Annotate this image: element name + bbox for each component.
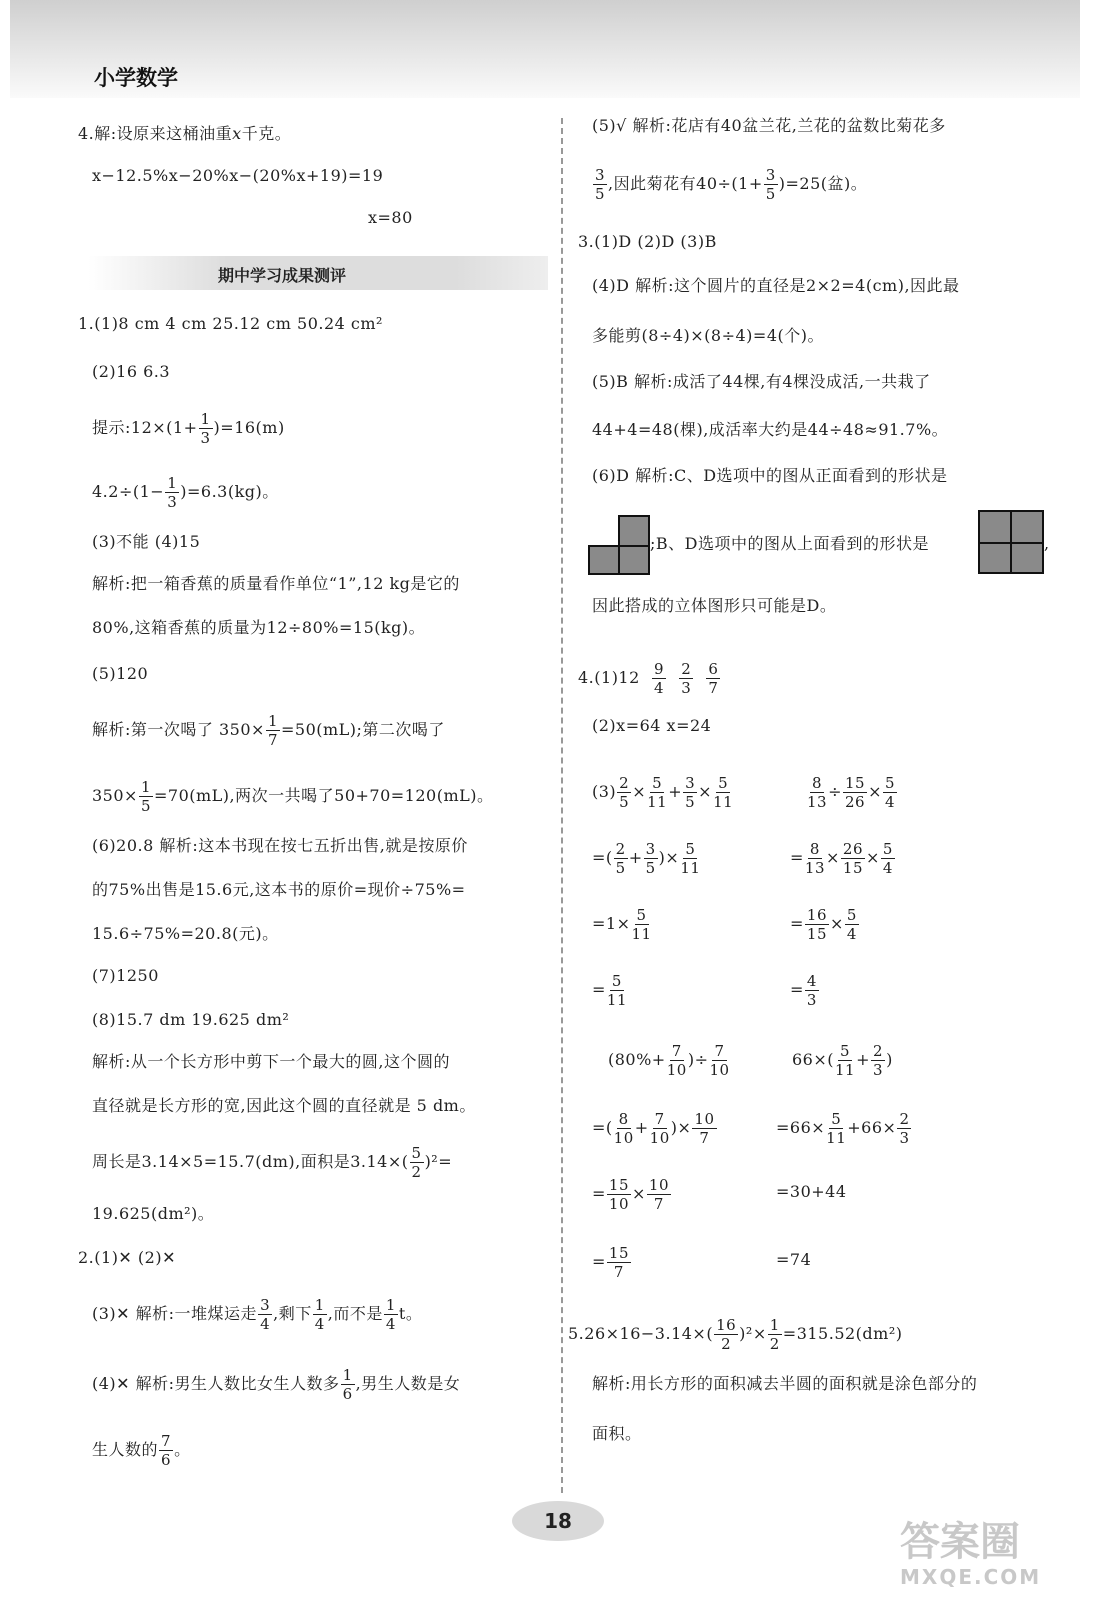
- top-view-block: [978, 542, 1012, 574]
- fraction: $\frac{3}{5}$: [765, 166, 776, 203]
- calc-d2: =66× $\frac{5}{11}$ +66× $\frac{2}{3}$: [776, 1110, 910, 1147]
- ans-1-1: 1.(1)8 cm 4 cm 25.12 cm 50.24 cm²: [78, 314, 383, 333]
- ans-2-4: (4)✕ 解析:男生人数比女生人数多 $\frac{1}{6}$ ,男生人数是女: [92, 1366, 461, 1403]
- calc-d1: 66×( $\frac{5}{11}$ + $\frac{2}{3}$ ): [792, 1042, 893, 1079]
- ans-3-4b: 多能剪(8÷4)×(8÷4)=4(个)。: [592, 326, 824, 345]
- fraction: $\frac{2}{3}$: [899, 1110, 910, 1147]
- fraction: $\frac{3}{5}$: [595, 166, 606, 203]
- fraction: $\frac{10}{7}$: [648, 1176, 669, 1213]
- fraction: $\frac{1}{3}$: [167, 474, 178, 511]
- calc-b2: = $\frac{8}{13}$ × $\frac{26}{15}$ × $\frac{5}{4}$: [790, 840, 893, 877]
- ans-3-6c: 因此搭成的立体图形只可能是D。: [592, 596, 837, 615]
- explain-1-8d: 19.625(dm²)。: [92, 1204, 215, 1223]
- hint-2: 4.2÷(1− $\frac{1}{3}$ )=6.3(kg)。: [92, 474, 279, 511]
- calc-d3: =30+44: [776, 1182, 847, 1201]
- fraction: $\frac{1}{5}$: [140, 778, 151, 815]
- front-view-block: [588, 545, 620, 575]
- explain-5b: 面积。: [592, 1424, 642, 1443]
- fraction: $\frac{5}{4}$: [882, 840, 893, 877]
- calc-a4: = $\frac{5}{11}$: [592, 972, 627, 1009]
- front-view-block: [618, 545, 650, 575]
- ans-r5a: (5)√ 解析:花店有40盆兰花,兰花的盆数比菊花多: [592, 116, 946, 135]
- fraction: $\frac{15}{26}$: [845, 774, 866, 811]
- fraction: $\frac{2}{5}$: [619, 774, 630, 811]
- fraction: $\frac{8}{13}$: [804, 840, 825, 877]
- calc-c1: (80%+ $\frac{7}{10}$ )÷ $\frac{7}{10}$: [608, 1042, 730, 1079]
- fraction: $\frac{5}{11}$: [606, 972, 627, 1009]
- fraction: $\frac{1}{6}$: [342, 1366, 353, 1403]
- ans-3-6b: ;B、D选项中的图从上面看到的形状是: [650, 534, 929, 553]
- fraction: $\frac{16}{15}$: [806, 906, 827, 943]
- fraction: $\frac{5}{11}$: [826, 1110, 847, 1147]
- ans-1-8: (8)15.7 dm 19.625 dm²: [92, 1010, 290, 1029]
- ans-1-7: (7)1250: [92, 966, 159, 985]
- fraction: $\frac{26}{15}$: [842, 840, 863, 877]
- fraction: $\frac{5}{11}$: [835, 1042, 856, 1079]
- fraction: $\frac{10}{7}$: [694, 1110, 715, 1147]
- fraction: $\frac{6}{7}$: [708, 660, 719, 697]
- top-view-block: [1010, 542, 1044, 574]
- calc-b1: $\frac{8}{13}$ ÷ $\frac{15}{26}$ × $\frac{5}{4}$: [807, 774, 896, 811]
- calc-b4: = $\frac{4}{3}$: [790, 972, 817, 1009]
- section-title: 期中学习成果测评: [218, 266, 347, 285]
- ans-4-1: 4.(1)12 $\frac{9}{4}$ $\frac{2}{3}$ $\frac{6}{7}$: [578, 660, 719, 697]
- calc-a2: =( $\frac{2}{5}$ + $\frac{3}{5}$ )× $\frac{5}{11}$: [592, 840, 701, 877]
- comma: ,: [1044, 534, 1050, 553]
- q4-intro: 4.解:设原来这桶油重x千克。: [78, 124, 292, 143]
- top-view-block: [1010, 510, 1044, 544]
- fraction: $\frac{1}{4}$: [385, 1296, 396, 1333]
- fraction: $\frac{5}{2}$: [411, 1144, 422, 1181]
- ans-3-6a: (6)D 解析:C、D选项中的图从正面看到的形状是: [592, 466, 948, 485]
- fraction: $\frac{5}{11}$: [631, 906, 652, 943]
- ans-1-3: (3)不能 (4)15: [92, 532, 201, 551]
- fraction: $\frac{7}{6}$: [161, 1432, 172, 1469]
- q4-equation: x−12.5%x−20%x−(20%x+19)=19: [92, 166, 384, 185]
- fraction: $\frac{8}{13}$: [807, 774, 828, 811]
- explain-1-4a: 解析:把一箱香蕉的质量看作单位“1”,12 kg是它的: [92, 574, 460, 593]
- watermark-url: MXQE.COM: [900, 1565, 1042, 1589]
- fraction: $\frac{3}{4}$: [260, 1296, 271, 1333]
- ans-1-6a: (6)20.8 解析:这本书现在按七五折出售,就是按原价: [92, 836, 468, 855]
- fraction: $\frac{16}{2}$: [716, 1316, 737, 1353]
- ans-1-2: (2)16 6.3: [92, 362, 171, 381]
- fraction: $\frac{7}{10}$: [649, 1110, 670, 1147]
- ans-2-4b: 生人数的 $\frac{7}{6}$ 。: [92, 1432, 191, 1469]
- fraction: $\frac{5}{11}$: [647, 774, 668, 811]
- watermark: [860, 1510, 1070, 1595]
- ans-3-5a: (5)B 解析:成活了44棵,有4棵没成活,一共栽了: [592, 372, 931, 391]
- fraction: $\frac{3}{5}$: [685, 774, 696, 811]
- fraction: $\frac{7}{10}$: [709, 1042, 730, 1079]
- ans-3-1: 3.(1)D (2)D (3)B: [578, 232, 717, 251]
- fraction: $\frac{7}{10}$: [666, 1042, 687, 1079]
- fraction: $\frac{4}{3}$: [806, 972, 817, 1009]
- explain-1-5a: 解析:第一次喝了 350× $\frac{1}{7}$ =50(mL);第二次喝了: [92, 712, 445, 749]
- explain-1-8c: 周长是3.14×5=15.7(dm),面积是3.14×( $\frac{5}{2}$ )²=: [92, 1144, 453, 1181]
- calc-d4: =74: [776, 1250, 812, 1269]
- fraction: $\frac{5}{11}$: [713, 774, 734, 811]
- calc-b3: = $\frac{16}{15}$ × $\frac{5}{4}$: [790, 906, 857, 943]
- ans-2-3: (3)✕ 解析:一堆煤运走 $\frac{3}{4}$ ,剩下 $\frac{1}{4}$ ,而不是 $\frac{1}{4}$ t。: [92, 1296, 423, 1333]
- fraction: $\frac{2}{3}$: [873, 1042, 884, 1079]
- explain-5a: 解析:用长方形的面积减去半圆的面积就是涂色部分的: [592, 1374, 978, 1393]
- fraction: $\frac{15}{7}$: [608, 1244, 629, 1281]
- fraction: $\frac{1}{7}$: [267, 712, 278, 749]
- calc-c2: =( $\frac{8}{10}$ + $\frac{7}{10}$ )× $\frac{10}{7}$: [592, 1110, 715, 1147]
- top-view-block: [978, 510, 1012, 544]
- fraction: $\frac{1}{4}$: [314, 1296, 325, 1333]
- fraction: $\frac{1}{2}$: [769, 1316, 780, 1353]
- calc-a1: (3) $\frac{2}{5}$ × $\frac{5}{11}$ + $\frac{3}{5}$ × $\frac{5}{11}$: [592, 774, 734, 811]
- explain-1-8b: 直径就是长方形的宽,因此这个圆的直径就是 5 dm。: [92, 1096, 476, 1115]
- hint-1: 提示:12×(1+ $\frac{1}{3}$ )=16(m): [92, 410, 285, 447]
- fraction: $\frac{15}{10}$: [608, 1176, 629, 1213]
- watermark-text: 答案圈: [900, 1519, 1020, 1565]
- fraction: $\frac{8}{10}$: [613, 1110, 634, 1147]
- q4-answer: x=80: [368, 208, 413, 227]
- calc-a3: =1× $\frac{5}{11}$: [592, 906, 652, 943]
- ans-1-6c: 15.6÷75%=20.8(元)。: [92, 924, 279, 943]
- section-banner: [88, 256, 548, 290]
- page-number: 18: [512, 1501, 604, 1541]
- ans-r5b: $\frac{3}{5}$ ,因此菊花有40÷(1+ $\frac{3}{5}$ )=25(盆)。: [595, 166, 868, 203]
- fraction: $\frac{2}{5}$: [615, 840, 626, 877]
- fraction: $\frac{5}{4}$: [846, 906, 857, 943]
- ans-2-1: 2.(1)✕ (2)✕: [78, 1248, 176, 1267]
- ans-3-4a: (4)D 解析:这个圆片的直径是2×2=4(cm),因此最: [592, 276, 960, 295]
- fraction: $\frac{2}{3}$: [681, 660, 692, 697]
- fraction: $\frac{5}{11}$: [680, 840, 701, 877]
- fraction: $\frac{9}{4}$: [653, 660, 665, 697]
- ans-1-5: (5)120: [92, 664, 149, 683]
- page-header: [10, 0, 1080, 98]
- ans-4-2: (2)x=64 x=24: [592, 716, 712, 735]
- fraction: $\frac{5}{4}$: [885, 774, 896, 811]
- fraction: $\frac{1}{3}$: [200, 410, 211, 447]
- explain-1-8a: 解析:从一个长方形中剪下一个最大的圆,这个圆的: [92, 1052, 450, 1071]
- fraction: $\frac{3}{5}$: [645, 840, 656, 877]
- explain-1-5b: 350× $\frac{1}{5}$ =70(mL),两次一共喝了50+70=120(mL)。: [92, 778, 494, 815]
- calc-c4: = $\frac{15}{7}$: [592, 1244, 629, 1281]
- column-divider: [561, 118, 563, 1493]
- ans-3-5b: 44+4=48(棵),成活率大约是44÷48≈91.7%。: [592, 420, 949, 439]
- ans-5: 5.26×16−3.14×( $\frac{16}{2}$ )²× $\frac{1}{2}$ =315.52(dm²): [568, 1316, 903, 1353]
- header-title: 小学数学: [94, 66, 178, 90]
- calc-c3: = $\frac{15}{10}$ × $\frac{10}{7}$: [592, 1176, 669, 1213]
- ans-1-6b: 的75%出售是15.6元,这本书的原价=现价÷75%=: [92, 880, 466, 899]
- front-view-block: [618, 515, 650, 547]
- explain-1-4b: 80%,这箱香蕉的质量为12÷80%=15(kg)。: [92, 618, 426, 637]
